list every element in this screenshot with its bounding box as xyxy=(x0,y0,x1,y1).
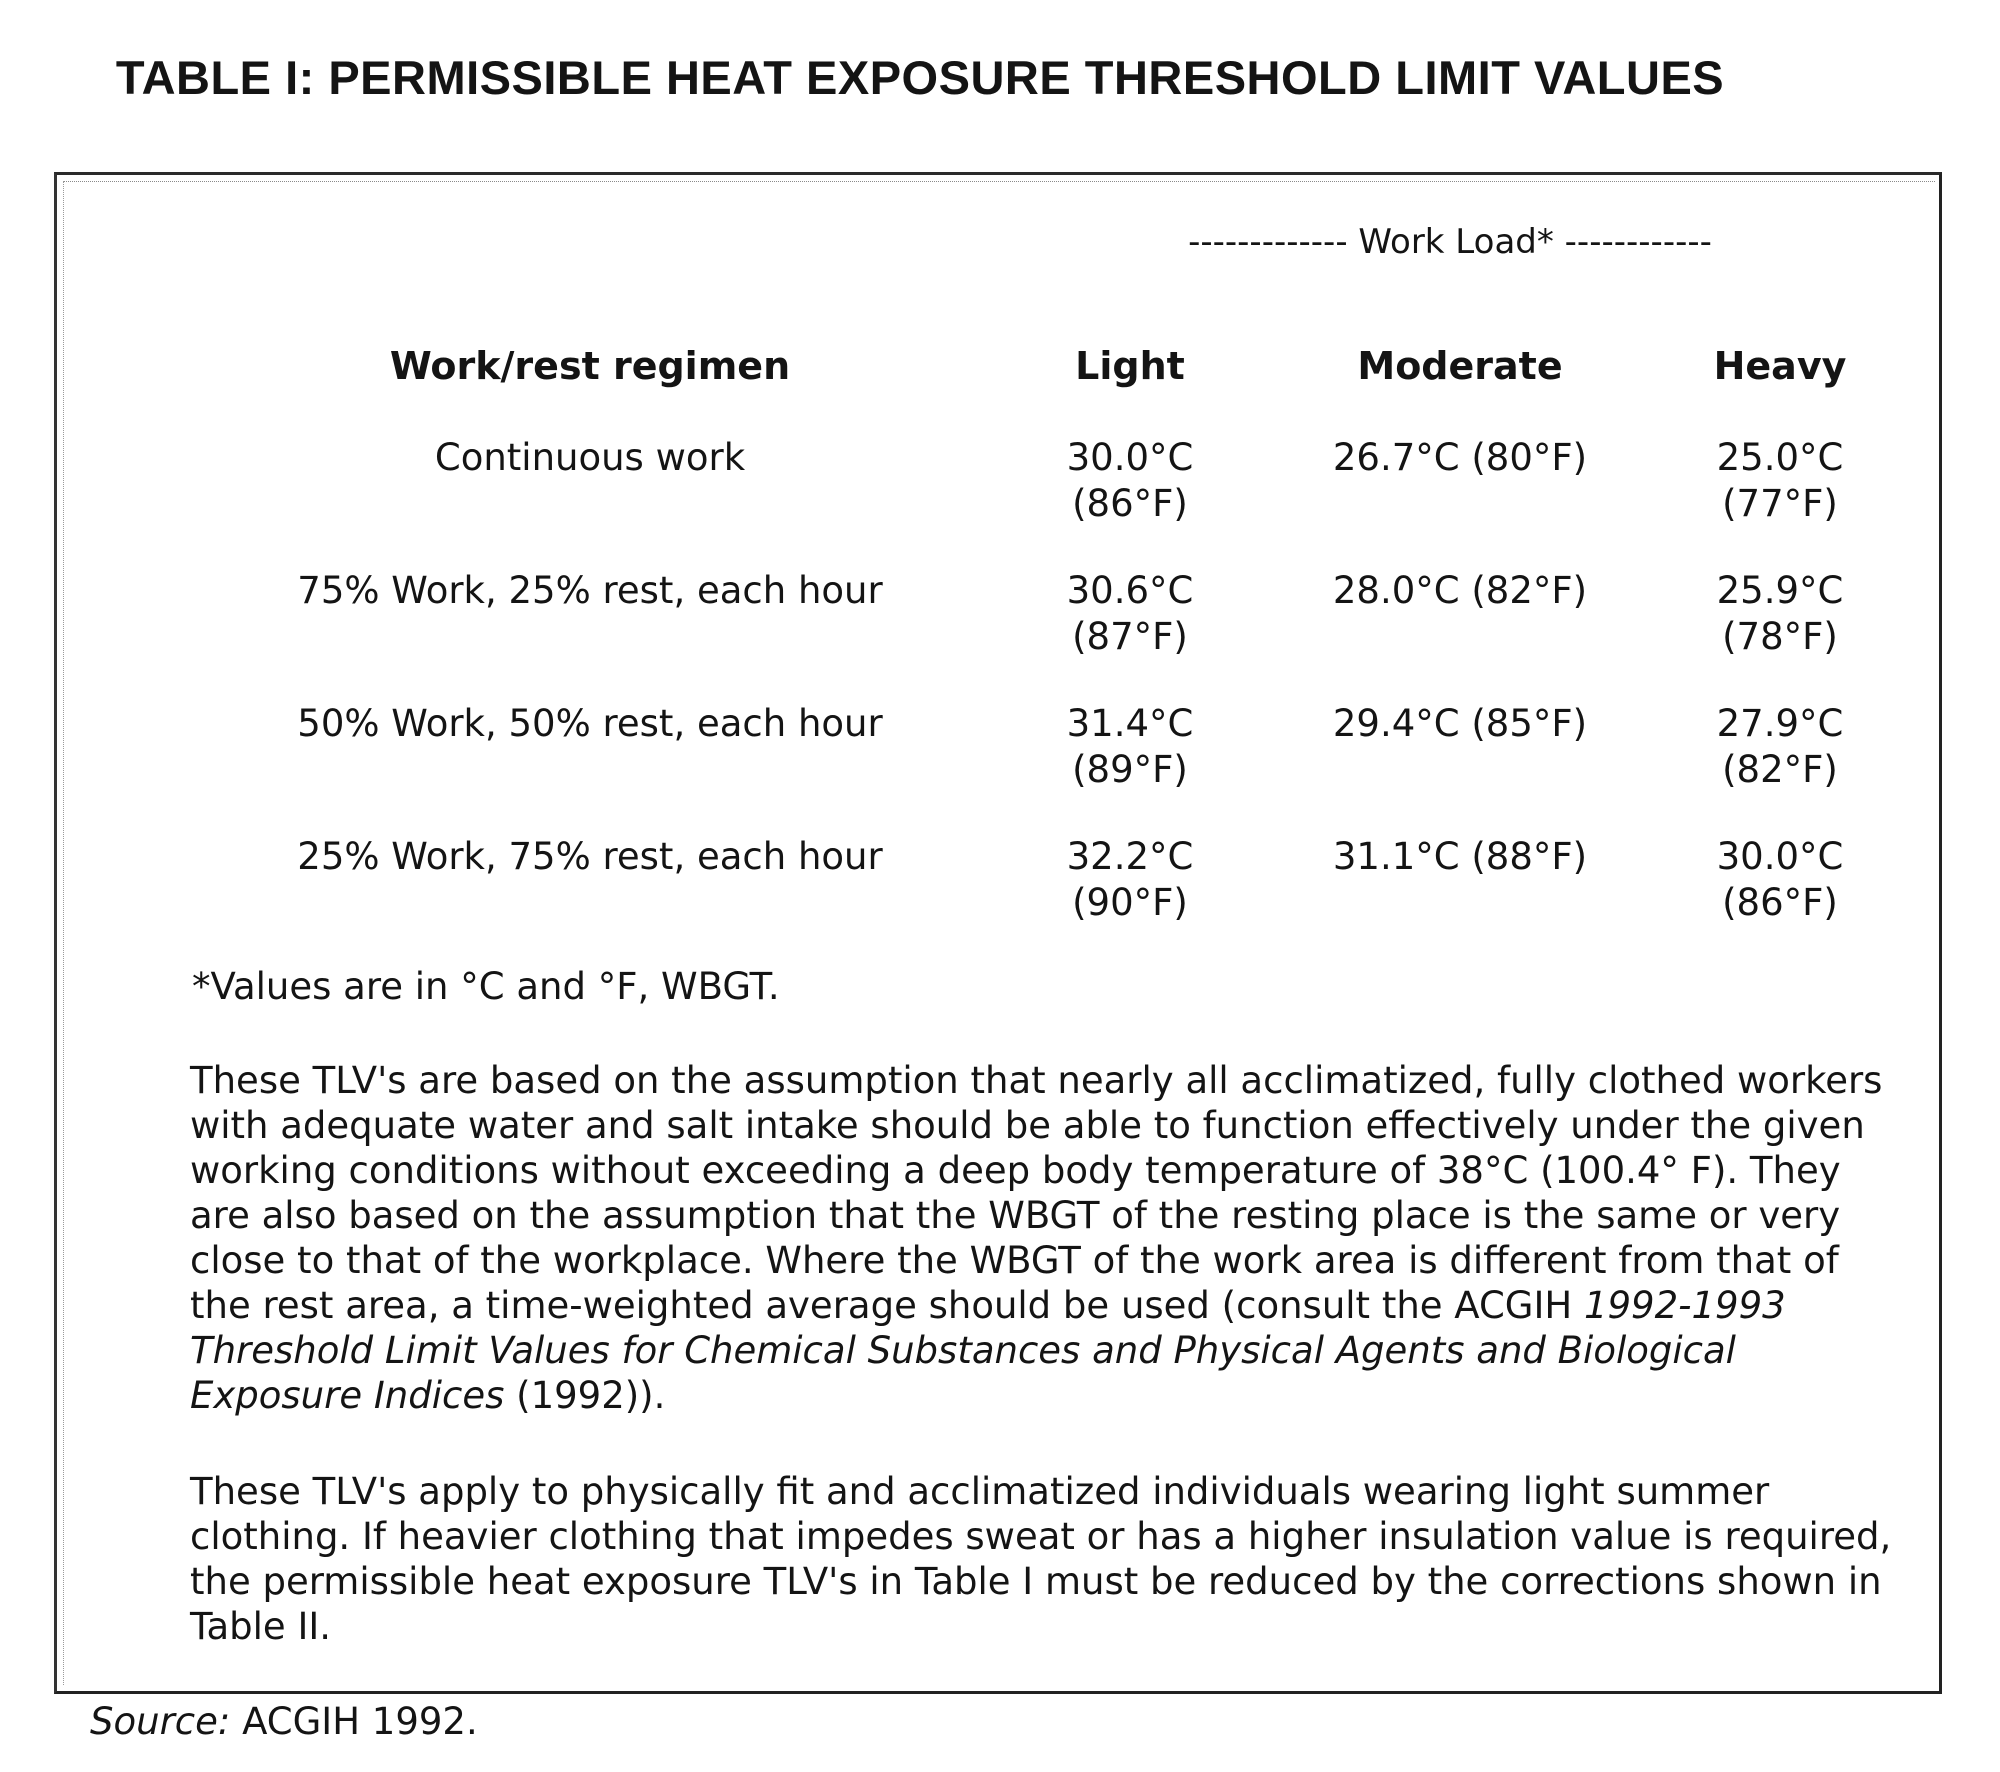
row-3-heavy: 27.9°C (82°F) xyxy=(1716,702,1844,791)
row-4-light: 32.2°C (90°F) xyxy=(1066,835,1194,924)
row-1-heavy: 25.0°C (77°F) xyxy=(1716,436,1844,525)
header-light: Light xyxy=(1075,344,1185,388)
row-4-regimen: 25% Work, 75% rest, each hour xyxy=(297,835,883,878)
table-frame xyxy=(54,172,1942,1694)
table-title: TABLE I: PERMISSIBLE HEAT EXPOSURE THRESHOLD LIMIT VALUES xyxy=(115,51,1725,104)
clothing-paragraph: These TLV's apply to physically fit and acclimatized individuals wearing light summer clothing. If heavier clothing that impedes sweat or has a higher insulation value is required, the permissible heat exposure TLV's in Table I must be reduced by the corrections shown in Table II. xyxy=(190,1470,1892,1648)
row-3-light: 31.4°C (89°F) xyxy=(1066,702,1194,791)
row-3-moderate: 29.4°C (85°F) xyxy=(1332,702,1588,745)
source-value: ACGIH 1992. xyxy=(230,1700,478,1743)
row-1-light: 30.0°C (86°F) xyxy=(1066,436,1194,525)
row-2-moderate: 28.0°C (82°F) xyxy=(1332,569,1588,612)
assumption-text-end: (1992)). xyxy=(504,1374,666,1417)
row-1-moderate: 26.7°C (80°F) xyxy=(1332,436,1588,479)
row-2-light: 30.6°C (87°F) xyxy=(1066,569,1194,658)
row-4-heavy: 30.0°C (86°F) xyxy=(1716,835,1844,924)
row-2-regimen: 75% Work, 25% rest, each hour xyxy=(297,569,883,612)
assumption-paragraph xyxy=(190,1058,1910,1418)
row-2-heavy: 25.9°C (78°F) xyxy=(1716,569,1844,658)
work-load-header: ------------- Work Load* ------------ xyxy=(1188,222,1712,262)
header-work-rest-regimen: Work/rest regimen xyxy=(389,344,791,388)
values-footnote: *Values are in °C and °F, WBGT. xyxy=(192,965,780,1008)
row-1-regimen: Continuous work xyxy=(434,436,746,479)
header-moderate: Moderate xyxy=(1357,344,1563,388)
source-label: Source: xyxy=(90,1700,231,1743)
row-4-moderate: 31.1°C (88°F) xyxy=(1332,835,1588,878)
header-heavy: Heavy xyxy=(1713,344,1847,388)
acgih-publication-title: 1992-1993 Threshold Limit Values for Chemical Substances and Physical Agents and Biological Exposure Indices xyxy=(190,1284,1786,1417)
source-note xyxy=(90,1700,478,1743)
assumption-text: These TLV's are based on the assumption that nearly all acclimatized, fully clothed workers with adequate water and salt intake should be able to function effectively under the given working conditions without exceeding a deep body temperature of 38°C (100.4° F). They are also based on the assumption that the WBGT of the resting place is the same or very close to that of the workplace. Where the WBGT of the work area is different from that of the rest area, a time-weighted average should be used (consult the ACGIH xyxy=(190,1059,1883,1327)
row-3-regimen: 50% Work, 50% rest, each hour xyxy=(297,702,883,745)
